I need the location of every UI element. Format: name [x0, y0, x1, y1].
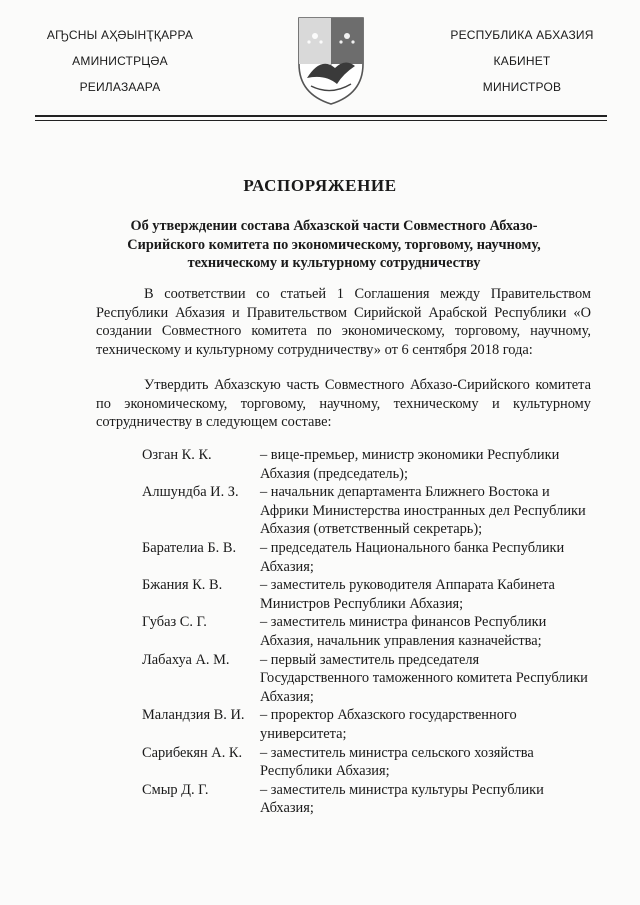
member-row — [142, 483, 602, 539]
member-role: – заместитель министра сельского хозяйства Республики Абхазия; — [260, 744, 534, 780]
member-name: Барателиа Б. В. — [142, 539, 237, 556]
letterhead-left-line: РЕИЛАЗААРА — [79, 80, 161, 94]
header-divider-thin — [35, 120, 607, 121]
member-name: Губаз С. Г. — [142, 614, 207, 631]
letterhead-right-line: РЕСПУБЛИКА АБХАЗИЯ — [450, 28, 594, 42]
document-title: РАСПОРЯЖЕНИЕ — [243, 176, 397, 195]
member-row — [142, 706, 602, 743]
preamble-paragraph: В соответствии со статьей 1 Соглашения между Правительством Республики Абхазия и Правительством Сирийской Арабской Республики «О создании Совместного комитета по экономическому, торговому, научному, техническому и культурному сотрудничеству» от 6 сентября 2018 года: — [96, 286, 591, 358]
member-row — [142, 539, 602, 576]
document-subject: Об утверждении состава Абхазской части Совместного Абхазо-Сирийского комитета по экономическому, торговому, научному, техническому и культурному сотрудничеству — [127, 218, 541, 271]
member-role: – проректор Абхазского государственного университета; — [260, 707, 517, 742]
member-name: Алшундба И. З. — [142, 484, 239, 501]
letterhead-right-line: КАБИНЕТ — [493, 54, 551, 68]
letterhead-right — [422, 28, 622, 106]
member-row — [142, 576, 602, 613]
member-role: – первый заместитель председателя Государственного таможенного комитета Республики Абхазия; — [260, 651, 588, 705]
member-row — [142, 781, 602, 818]
member-row — [142, 651, 602, 707]
member-name: Смыр Д. Г. — [142, 781, 209, 798]
member-row — [142, 744, 602, 781]
member-role: – заместитель министра финансов Республики Абхазия, начальник управления казначейства; — [260, 614, 547, 649]
letterhead-left — [20, 28, 220, 106]
letterhead — [0, 0, 640, 130]
member-role: – заместитель руководителя Аппарата Кабинета Министров Республики Абхазия; — [260, 577, 555, 612]
abkhazia-coat-of-arms-icon — [295, 12, 367, 108]
letterhead-left-line: АМИНИСТРЦӘА — [72, 54, 168, 68]
resolution-paragraph: Утвердить Абхазскую часть Совместного Абхазо-Сирийского комитета по экономическому, торговому, научному, техническому и культурному сотрудничеству в следующем составе: — [96, 377, 591, 431]
member-name: Лабахуа А. М. — [142, 651, 230, 668]
member-name: Маландзия В. И. — [142, 707, 245, 724]
member-role: – председатель Национального банка Республики Абхазия; — [260, 539, 565, 575]
member-role: – вице-премьер, министр экономики Республики Абхазия (председатель); — [260, 447, 560, 482]
letterhead-right-line: МИНИСТРОВ — [482, 80, 562, 94]
member-role: – начальник департамента Ближнего Востока и Африки Министерства иностранных дел Республики Абхазия (ответственный секретарь); — [260, 484, 586, 538]
member-role: – заместитель министра культуры Республики Абхазия; — [260, 781, 544, 817]
header-divider-thick — [35, 115, 607, 117]
member-name: Бжания К. В. — [142, 577, 223, 594]
member-name: Озган К. К. — [142, 447, 212, 463]
member-row — [142, 446, 602, 483]
members-list — [142, 446, 602, 818]
member-name: Сарибекян А. К. — [142, 744, 243, 761]
member-row — [142, 613, 602, 650]
letterhead-left-line: АҦСНЫ АҲӘЫНҬҚАРРА — [46, 28, 194, 42]
